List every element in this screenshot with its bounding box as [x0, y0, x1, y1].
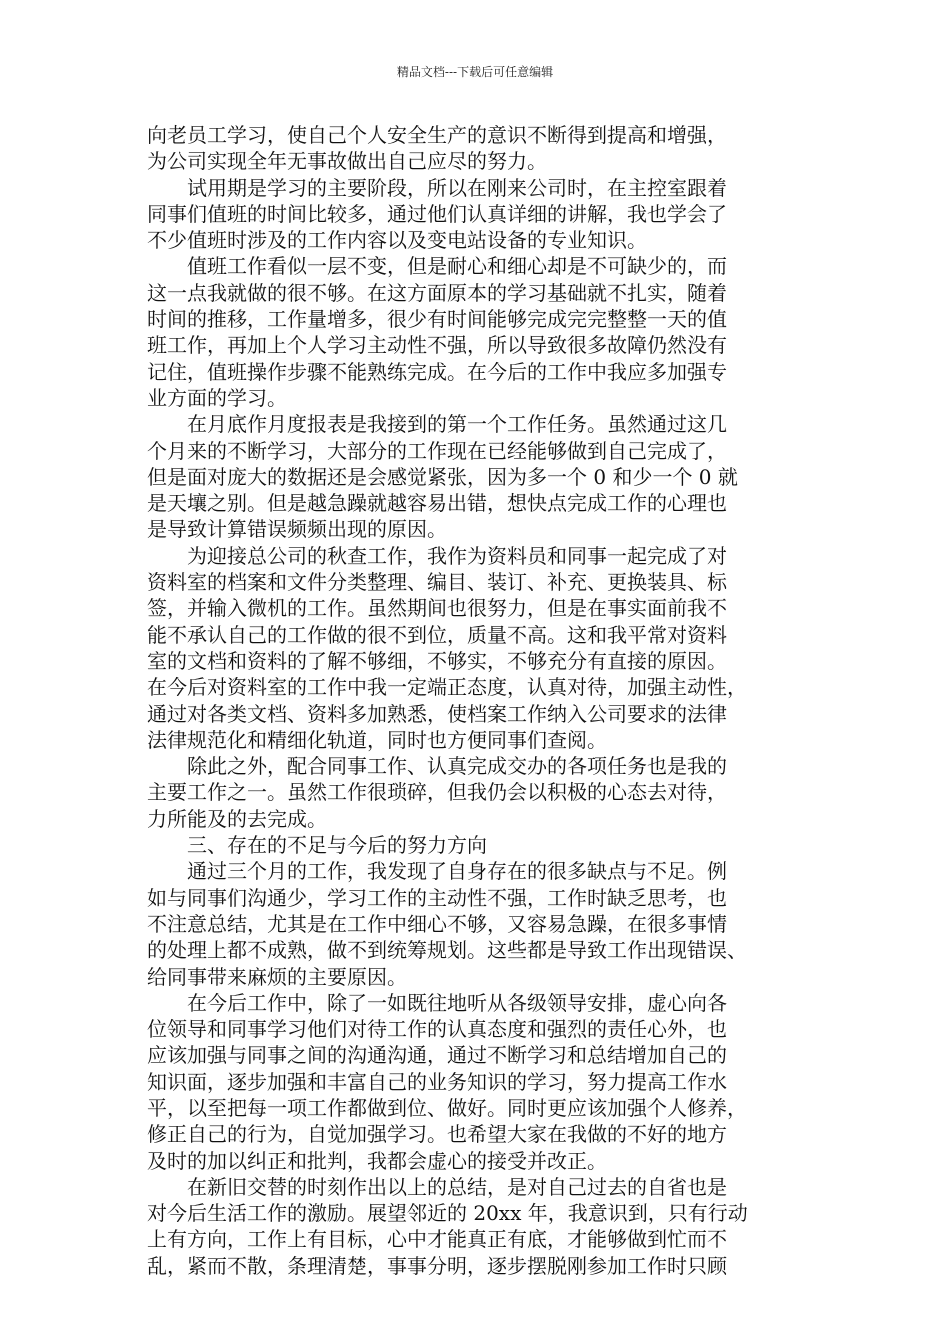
text-line: 资料室的档案和文件分类整理、编目、装订、补充、更换装具、标	[147, 570, 727, 595]
text-line: 是导致计算错误频频出现的原因。	[147, 517, 447, 542]
text-line: 个月来的不断学习，大部分的工作现在已经能够做到自己完成了，	[147, 438, 727, 463]
text-line: 给同事带来麻烦的主要原因。	[147, 964, 407, 989]
text-line: 在今后工作中，除了一如既往地听从各级领导安排，虚心向各	[147, 990, 727, 1015]
text-line: 在月底作月度报表是我接到的第一个工作任务。虽然通过这几	[147, 412, 727, 437]
text-line: 除此之外，配合同事工作、认真完成交办的各项任务也是我的	[147, 754, 727, 779]
section-heading: 三、存在的不足与今后的努力方向	[147, 833, 487, 858]
text-line: 知识面，逐步加强和丰富自己的业务知识的学习，努力提高工作水	[147, 1069, 727, 1094]
text-line: 是天壤之别。但是越急躁就越容易出错，想快点完成工作的心理也	[147, 491, 727, 516]
text-line: 在今后对资料室的工作中我一定端正态度，认真对待，加强主动性，	[147, 675, 747, 700]
text-line: 通过对各类文档、资料多加熟悉，使档案工作纳入公司要求的法律	[147, 701, 727, 726]
text-line: 力所能及的去完成。	[147, 806, 327, 831]
text-line: 的处理上都不成熟，做不到统筹规划。这些都是导致工作出现错误、	[147, 938, 747, 963]
text-line: 为迎接总公司的秋查工作，我作为资料员和同事一起完成了对	[147, 543, 727, 568]
text-line: 室的文档和资料的了解不够细，不够实，不够充分有直接的原因。	[147, 648, 727, 673]
text-line: 通过三个月的工作，我发现了自身存在的很多缺点与不足。例	[147, 859, 727, 884]
text-line: 同事们值班的时间比较多，通过他们认真详细的讲解，我也学会了	[147, 201, 727, 226]
text-line: 班工作，再加上个人学习主动性不强，所以导致很多故障仍然没有	[147, 333, 727, 358]
text-line: 值班工作看似一层不变，但是耐心和细心却是不可缺少的，而	[147, 254, 727, 279]
text-line: 法律规范化和精细化轨道，同时也方便同事们查阅。	[147, 727, 607, 752]
text-line: 应该加强与同事之间的沟通沟通，通过不断学习和总结增加自己的	[147, 1043, 727, 1068]
text-line: 位领导和同事学习他们对待工作的认真态度和强烈的责任心外，也	[147, 1017, 727, 1042]
text-line: 平，以至把每一项工作都做到位、做好。同时更应该加强个人修养，	[147, 1095, 747, 1120]
text-line: 能不承认自己的工作做的很不到位，质量不高。这和我平常对资料	[147, 622, 727, 647]
text-line: 向老员工学习，使自己个人安全生产的意识不断得到提高和增强，	[147, 123, 727, 147]
text-line: 记住，值班操作步骤不能熟练完成。在今后的工作中我应多加强专	[147, 359, 727, 384]
text-line: 乱，紧而不散，条理清楚，事事分明，逐步摆脱刚参加工作时只顾	[147, 1253, 727, 1278]
text-line: 试用期是学习的主要阶段，所以在刚来公司时，在主控室跟着	[147, 175, 727, 200]
text-line: 对今后生活工作的激励。展望邻近的 20xx 年，我意识到，只有行动	[147, 1201, 748, 1226]
text-line: 为公司实现全年无事故做出自己应尽的努力。	[147, 149, 547, 174]
text-line: 业方面的学习。	[147, 385, 287, 410]
text-line: 签，并输入微机的工作。虽然期间也很努力，但是在事实面前我不	[147, 596, 727, 621]
text-line: 时间的推移，工作量增多，很少有时间能够完成完完整整一天的值	[147, 307, 727, 332]
text-line: 主要工作之一。虽然工作很琐碎，但我仍会以积极的心态去对待，	[147, 780, 727, 805]
text-line: 如与同事们沟通少，学习工作的主动性不强，工作时缺乏思考，也	[147, 885, 727, 910]
text-line: 上有方向，工作上有目标，心中才能真正有底，才能够做到忙而不	[147, 1227, 727, 1252]
text-line: 这一点我就做的很不够。在这方面原本的学习基础就不扎实，随着	[147, 280, 727, 305]
text-line: 及时的加以纠正和批判，我都会虚心的接受并改正。	[147, 1148, 607, 1173]
document-body	[147, 122, 819, 1279]
text-line: 不注意总结，尤其是在工作中细心不够，又容易急躁，在很多事情	[147, 911, 727, 936]
text-line: 在新旧交替的时刻作出以上的总结，是对自己过去的自省也是	[147, 1174, 727, 1199]
text-line: 但是面对庞大的数据还是会感觉紧张，因为多一个 0 和少一个 0 就	[147, 464, 738, 489]
text-line: 不少值班时涉及的工作内容以及变电站设备的专业知识。	[147, 228, 647, 253]
page-header: 精品文档---下载后可任意编辑	[396, 65, 554, 79]
text-line: 修正自己的行为，自觉加强学习。也希望大家在我做的不好的地方	[147, 1122, 727, 1147]
